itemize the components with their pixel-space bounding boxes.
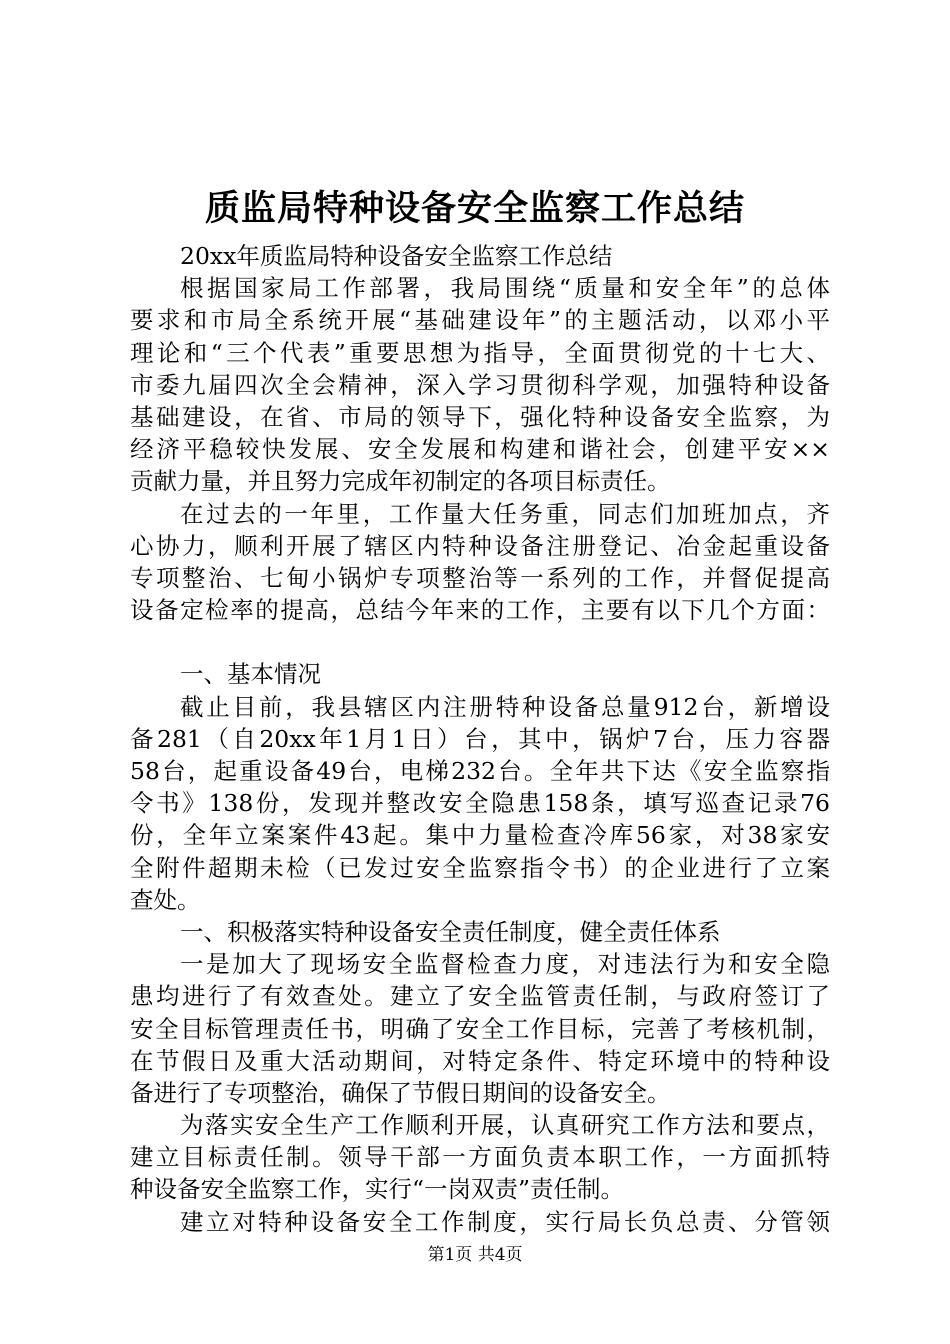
body-line: 市委九届四次全会精神，深入学习贯彻科学观，加强特种设备 — [130, 370, 830, 399]
body-line — [130, 626, 830, 658]
body-line: 专项整治、七甸小锅炉专项整治等一系列的工作，并督促提高 — [130, 563, 830, 592]
body-line: 截止目前，我县辖区内注册特种设备总量912台，新增设 — [180, 692, 830, 721]
body-line: 患均进行了有效查处。建立了安全监管责任制，与政府签订了 — [130, 982, 830, 1011]
body-line: 理论和“三个代表”重要思想为指导，全面贯彻党的十七大、 — [130, 338, 830, 367]
document-title: 质监局特种设备安全监察工作总结 — [204, 188, 745, 229]
body-line: 在过去的一年里，工作量大任务重，同志们加班加点，齐 — [180, 499, 830, 528]
body-line: 58台，起重设备49台，电梯232台。全年共下达《安全监察指 — [130, 757, 830, 785]
body-line: 全附件超期未检（已发过安全监察指令书）的企业进行了立案 — [130, 853, 830, 882]
body-line: 要求和市局全系统开展“基础建设年”的主题活动，以邓小平 — [130, 306, 830, 335]
document-body — [130, 240, 830, 1238]
body-line: 为落实安全生产工作顺利开展，认真研究工作方法和要点， — [180, 1111, 830, 1140]
body-line: 建立目标责任制。领导干部一方面负责本职工作，一方面抓特 — [130, 1143, 830, 1172]
body-line: 经济平稳较快发展、安全发展和构建和谐社会，创建平安×× — [130, 435, 830, 464]
body-line: 根据国家局工作部署，我局围绕“质量和安全年”的总体 — [180, 274, 830, 303]
page-footer: 第1页 共4页 — [427, 1245, 523, 1265]
body-line: 种设备安全监察工作，实行“一岗双责”责任制。 — [130, 1175, 625, 1204]
body-line: 一、基本情况 — [180, 660, 321, 689]
body-line: 一、积极落实特种设备安全责任制度，健全责任体系 — [180, 917, 721, 946]
body-line: 查处。 — [130, 885, 201, 914]
body-line: 令书》138份，发现并整改安全隐患158条，填写巡查记录76 — [130, 789, 830, 818]
body-line: 20xx年质监局特种设备安全监察工作总结 — [180, 242, 613, 270]
body-line: 设备定检率的提高，总结今年来的工作，主要有以下几个方面： — [130, 596, 830, 625]
body-line: 份，全年立案案件43起。集中力量检查冷库56家，对38家安 — [130, 821, 830, 850]
body-line: 心协力，顺利开展了辖区内特种设备注册登记、冶金起重设备 — [130, 531, 830, 560]
body-line: 安全目标管理责任书，明确了安全工作目标，完善了考核机制， — [130, 1014, 830, 1043]
body-line: 备进行了专项整治，确保了节假日期间的设备安全。 — [130, 1078, 671, 1107]
body-line: 建立对特种设备安全工作制度，实行局长负总责、分管领 — [180, 1207, 830, 1236]
body-line: 基础建设，在省、市局的领导下，强化特种设备安全监察，为 — [130, 402, 830, 431]
body-line: 贡献力量，并且努力完成年初制定的各项目标责任。 — [130, 467, 671, 496]
body-line: 一是加大了现场安全监督检查力度，对违法行为和安全隐 — [180, 950, 830, 979]
body-line: 在节假日及重大活动期间，对特定条件、特定环境中的特种设 — [130, 1046, 830, 1075]
body-line: 备281（自20xx年1月1日）台，其中，锅炉7台，压力容器 — [130, 724, 830, 753]
